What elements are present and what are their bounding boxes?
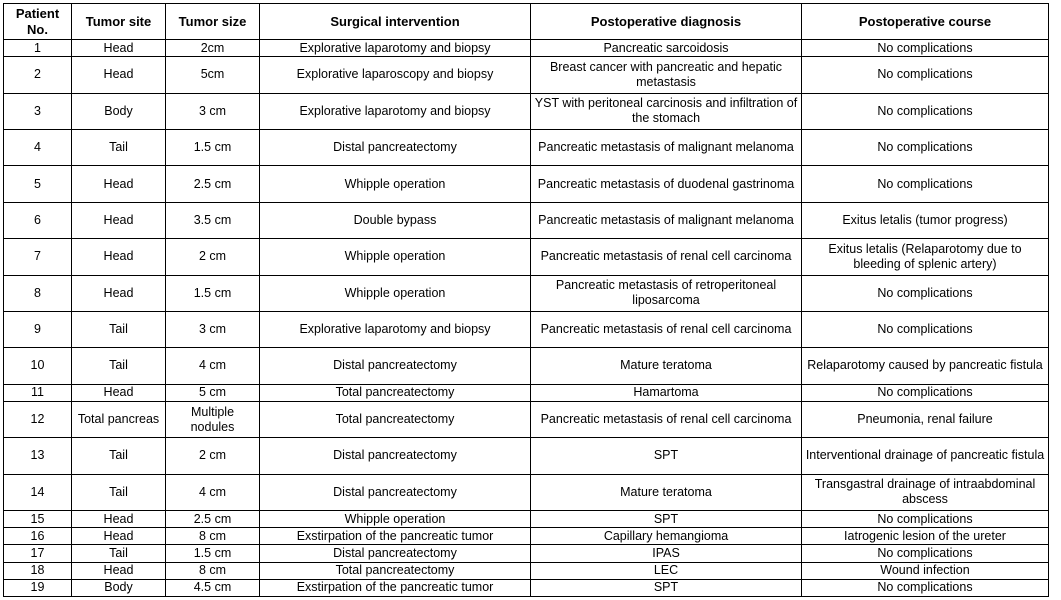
cell-surgical-intervention: Distal pancreatectomy: [260, 545, 531, 562]
cell-tumor-site: Head: [72, 511, 166, 528]
cell-surgical-intervention: Whipple operation: [260, 239, 531, 275]
cell-tumor-size: 5 cm: [166, 384, 260, 401]
cell-patient-no: 14: [4, 474, 72, 510]
header-row: [4, 4, 1049, 40]
cell-tumor-size: 3 cm: [166, 93, 260, 129]
cell-patient-no: 2: [4, 57, 72, 93]
cell-tumor-size: 8 cm: [166, 562, 260, 579]
cell-surgical-intervention: Distal pancreatectomy: [260, 348, 531, 384]
cell-postoperative-diagnosis: Pancreatic metastasis of retroperitoneal liposarcoma: [531, 275, 802, 311]
cell-tumor-site: Head: [72, 275, 166, 311]
cell-patient-no: 18: [4, 562, 72, 579]
table-body: [4, 40, 1049, 597]
cell-patient-no: 1: [4, 40, 72, 57]
cell-postoperative-diagnosis: Pancreatic metastasis of renal cell carcinoma: [531, 311, 802, 347]
cell-tumor-size: 8 cm: [166, 528, 260, 545]
header-postoperative-diagnosis: Postoperative diagnosis: [531, 4, 802, 40]
cell-postoperative-course: Transgastral drainage of intraabdominal abscess: [802, 474, 1049, 510]
table-row: [4, 166, 1049, 202]
cell-tumor-site: Tail: [72, 545, 166, 562]
header-tumor-site: Tumor site: [72, 4, 166, 40]
cell-tumor-site: Head: [72, 202, 166, 238]
table-row: [4, 438, 1049, 474]
cell-surgical-intervention: Whipple operation: [260, 511, 531, 528]
cell-tumor-site: Body: [72, 93, 166, 129]
cell-patient-no: 11: [4, 384, 72, 401]
cell-patient-no: 17: [4, 545, 72, 562]
cell-patient-no: 3: [4, 93, 72, 129]
cell-postoperative-course: Iatrogenic lesion of the ureter: [802, 528, 1049, 545]
cell-tumor-size: 4 cm: [166, 474, 260, 510]
cell-postoperative-diagnosis: Capillary hemangioma: [531, 528, 802, 545]
cell-surgical-intervention: Distal pancreatectomy: [260, 129, 531, 165]
cell-postoperative-course: Wound infection: [802, 562, 1049, 579]
cell-postoperative-diagnosis: Pancreatic metastasis of renal cell carcinoma: [531, 239, 802, 275]
cell-postoperative-course: No complications: [802, 57, 1049, 93]
table-row: [4, 562, 1049, 579]
cell-surgical-intervention: Exstirpation of the pancreatic tumor: [260, 528, 531, 545]
header-surgical-intervention: Surgical intervention: [260, 4, 531, 40]
table-row: [4, 511, 1049, 528]
cell-surgical-intervention: Explorative laparotomy and biopsy: [260, 40, 531, 57]
cell-postoperative-course: No complications: [802, 93, 1049, 129]
cell-tumor-site: Head: [72, 384, 166, 401]
cell-patient-no: 13: [4, 438, 72, 474]
cell-postoperative-diagnosis: SPT: [531, 579, 802, 596]
cell-postoperative-course: No complications: [802, 166, 1049, 202]
cell-postoperative-diagnosis: Pancreatic metastasis of malignant melanoma: [531, 129, 802, 165]
cell-surgical-intervention: Explorative laparotomy and biopsy: [260, 311, 531, 347]
cell-postoperative-course: No complications: [802, 40, 1049, 57]
cell-postoperative-diagnosis: Mature teratoma: [531, 348, 802, 384]
cell-postoperative-diagnosis: Pancreatic sarcoidosis: [531, 40, 802, 57]
cell-postoperative-course: Interventional drainage of pancreatic fistula: [802, 438, 1049, 474]
cell-surgical-intervention: Exstirpation of the pancreatic tumor: [260, 579, 531, 596]
cell-postoperative-diagnosis: SPT: [531, 511, 802, 528]
cell-tumor-size: 2 cm: [166, 239, 260, 275]
cell-postoperative-course: No complications: [802, 311, 1049, 347]
header-postoperative-course: Postoperative course: [802, 4, 1049, 40]
cell-tumor-site: Tail: [72, 129, 166, 165]
table-row: [4, 275, 1049, 311]
table-row: [4, 474, 1049, 510]
cell-tumor-site: Head: [72, 57, 166, 93]
cell-tumor-size: 4.5 cm: [166, 579, 260, 596]
cell-tumor-site: Tail: [72, 348, 166, 384]
cell-postoperative-course: No complications: [802, 511, 1049, 528]
cell-tumor-site: Head: [72, 528, 166, 545]
cell-patient-no: 7: [4, 239, 72, 275]
cell-tumor-site: Head: [72, 562, 166, 579]
cell-surgical-intervention: Explorative laparoscopy and biopsy: [260, 57, 531, 93]
patient-table: [3, 3, 1049, 597]
cell-postoperative-course: Exitus letalis (tumor progress): [802, 202, 1049, 238]
cell-tumor-size: 2cm: [166, 40, 260, 57]
cell-tumor-site: Head: [72, 239, 166, 275]
cell-surgical-intervention: Total pancreatectomy: [260, 384, 531, 401]
cell-tumor-size: 3.5 cm: [166, 202, 260, 238]
cell-tumor-size: 2 cm: [166, 438, 260, 474]
table-row: [4, 202, 1049, 238]
table-row: [4, 57, 1049, 93]
cell-postoperative-diagnosis: YST with peritoneal carcinosis and infiltration of the stomach: [531, 93, 802, 129]
cell-tumor-size: 1.5 cm: [166, 129, 260, 165]
cell-patient-no: 4: [4, 129, 72, 165]
table-row: [4, 528, 1049, 545]
cell-patient-no: 12: [4, 401, 72, 437]
cell-postoperative-diagnosis: Breast cancer with pancreatic and hepatic metastasis: [531, 57, 802, 93]
cell-patient-no: 19: [4, 579, 72, 596]
cell-tumor-site: Tail: [72, 311, 166, 347]
table-row: [4, 579, 1049, 596]
table-row: [4, 40, 1049, 57]
cell-surgical-intervention: Total pancreatectomy: [260, 401, 531, 437]
cell-patient-no: 10: [4, 348, 72, 384]
header-patient-no: Patient No.: [4, 4, 72, 40]
table-row: [4, 545, 1049, 562]
cell-tumor-site: Total pancreas: [72, 401, 166, 437]
cell-postoperative-diagnosis: IPAS: [531, 545, 802, 562]
cell-postoperative-course: Exitus letalis (Relaparotomy due to bleeding of splenic artery): [802, 239, 1049, 275]
cell-surgical-intervention: Total pancreatectomy: [260, 562, 531, 579]
cell-patient-no: 5: [4, 166, 72, 202]
cell-tumor-size: 4 cm: [166, 348, 260, 384]
table-row: [4, 93, 1049, 129]
cell-postoperative-course: No complications: [802, 275, 1049, 311]
cell-tumor-size: Multiple nodules: [166, 401, 260, 437]
cell-surgical-intervention: Distal pancreatectomy: [260, 474, 531, 510]
cell-tumor-site: Head: [72, 166, 166, 202]
cell-patient-no: 6: [4, 202, 72, 238]
table-row: [4, 239, 1049, 275]
cell-patient-no: 9: [4, 311, 72, 347]
table-row: [4, 384, 1049, 401]
cell-surgical-intervention: Double bypass: [260, 202, 531, 238]
cell-postoperative-diagnosis: Pancreatic metastasis of malignant melanoma: [531, 202, 802, 238]
cell-tumor-size: 5cm: [166, 57, 260, 93]
cell-patient-no: 16: [4, 528, 72, 545]
cell-tumor-size: 1.5 cm: [166, 275, 260, 311]
table-row: [4, 348, 1049, 384]
cell-postoperative-course: No complications: [802, 579, 1049, 596]
cell-postoperative-course: No complications: [802, 545, 1049, 562]
cell-postoperative-diagnosis: Pancreatic metastasis of duodenal gastrinoma: [531, 166, 802, 202]
table-row: [4, 401, 1049, 437]
cell-tumor-site: Tail: [72, 474, 166, 510]
cell-tumor-site: Head: [72, 40, 166, 57]
cell-postoperative-course: No complications: [802, 129, 1049, 165]
table-row: [4, 311, 1049, 347]
cell-surgical-intervention: Whipple operation: [260, 275, 531, 311]
cell-postoperative-diagnosis: SPT: [531, 438, 802, 474]
cell-patient-no: 8: [4, 275, 72, 311]
cell-surgical-intervention: Explorative laparotomy and biopsy: [260, 93, 531, 129]
cell-postoperative-course: Relaparotomy caused by pancreatic fistula: [802, 348, 1049, 384]
cell-surgical-intervention: Distal pancreatectomy: [260, 438, 531, 474]
cell-tumor-size: 1.5 cm: [166, 545, 260, 562]
header-tumor-size: Tumor size: [166, 4, 260, 40]
cell-tumor-size: 2.5 cm: [166, 511, 260, 528]
cell-postoperative-diagnosis: LEC: [531, 562, 802, 579]
cell-postoperative-diagnosis: Mature teratoma: [531, 474, 802, 510]
cell-patient-no: 15: [4, 511, 72, 528]
cell-postoperative-diagnosis: Hamartoma: [531, 384, 802, 401]
cell-tumor-size: 3 cm: [166, 311, 260, 347]
cell-tumor-site: Body: [72, 579, 166, 596]
cell-postoperative-course: No complications: [802, 384, 1049, 401]
cell-postoperative-diagnosis: Pancreatic metastasis of renal cell carcinoma: [531, 401, 802, 437]
cell-tumor-site: Tail: [72, 438, 166, 474]
cell-surgical-intervention: Whipple operation: [260, 166, 531, 202]
cell-tumor-size: 2.5 cm: [166, 166, 260, 202]
cell-postoperative-course: Pneumonia, renal failure: [802, 401, 1049, 437]
table-row: [4, 129, 1049, 165]
